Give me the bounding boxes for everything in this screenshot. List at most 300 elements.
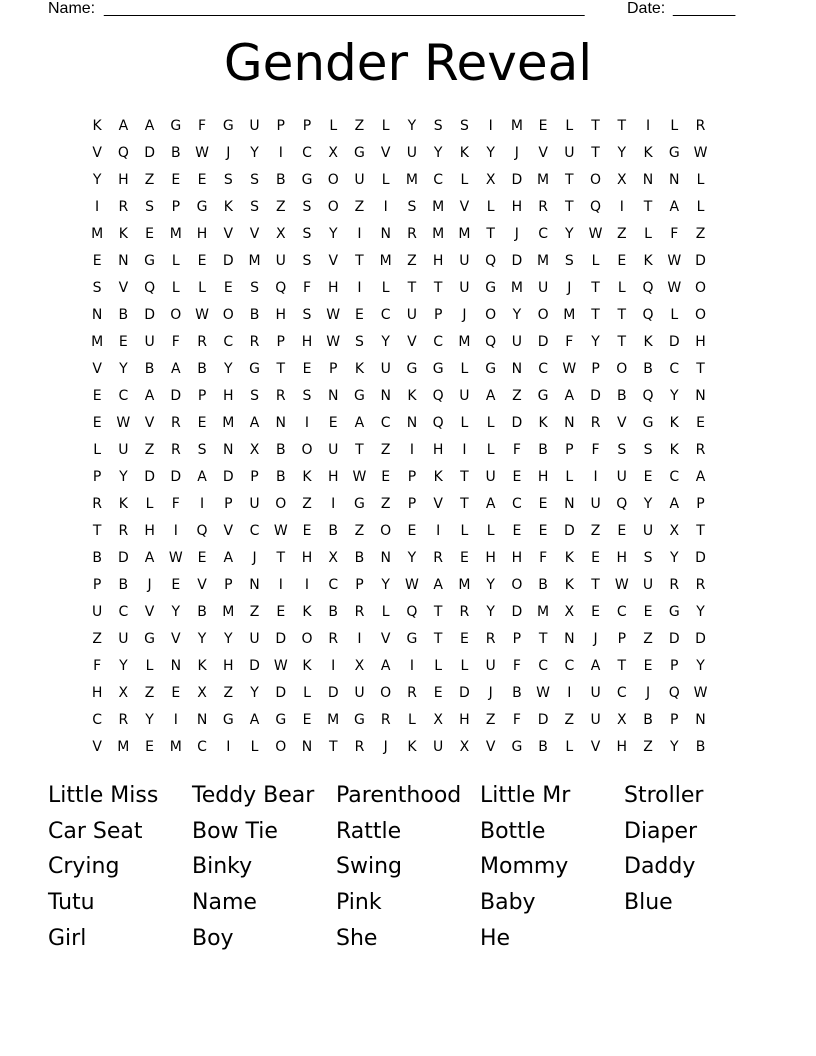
grid-letter[interactable]: G (668, 144, 680, 161)
grid-letter[interactable]: S (302, 387, 312, 404)
grid-letter[interactable]: X (459, 738, 470, 755)
grid-letter[interactable]: A (354, 414, 365, 431)
grid-letter[interactable]: X (617, 711, 627, 728)
grid-letter[interactable]: F (198, 117, 207, 134)
grid-letter[interactable]: U (249, 117, 260, 134)
grid-letter[interactable]: V (328, 252, 339, 269)
grid-letter[interactable]: E (407, 522, 417, 539)
grid-letter[interactable]: T (460, 468, 469, 485)
grid-letter[interactable]: S (145, 198, 155, 215)
grid-letter[interactable]: B (249, 306, 260, 323)
grid-letter[interactable]: S (643, 549, 653, 566)
grid-letter[interactable]: P (302, 117, 312, 134)
grid-letter[interactable]: C (511, 495, 522, 512)
grid-letter[interactable]: L (591, 252, 600, 269)
grid-letter[interactable]: Z (380, 441, 391, 458)
grid-letter[interactable]: I (436, 522, 441, 539)
grid-letter[interactable]: H (327, 468, 339, 485)
grid-letter[interactable]: J (226, 144, 231, 161)
grid-letter[interactable]: U (91, 603, 103, 620)
grid-letter[interactable]: B (328, 603, 339, 620)
grid-letter[interactable]: W (116, 414, 131, 431)
grid-letter[interactable]: E (145, 738, 155, 755)
grid-letter[interactable]: F (565, 333, 574, 350)
grid-letter[interactable]: H (511, 549, 523, 566)
grid-letter[interactable]: L (696, 198, 705, 215)
grid-letter[interactable]: D (668, 630, 680, 647)
grid-letter[interactable]: I (331, 657, 336, 674)
grid-letter[interactable]: G (432, 360, 444, 377)
grid-letter[interactable]: F (591, 441, 600, 458)
grid-letter[interactable]: O (380, 522, 392, 539)
grid-letter[interactable]: Y (328, 225, 338, 242)
grid-letter[interactable]: V (590, 738, 601, 755)
grid-letter[interactable]: D (249, 657, 260, 674)
grid-letter[interactable]: W (693, 684, 708, 701)
grid-letter[interactable]: A (485, 495, 496, 512)
grid-letter[interactable]: E (197, 414, 207, 431)
grid-letter[interactable]: U (249, 495, 260, 512)
grid-letter[interactable]: I (383, 198, 388, 215)
grid-letter[interactable]: Q (485, 333, 497, 350)
grid-letter[interactable]: G (144, 630, 156, 647)
grid-letter[interactable]: S (197, 441, 207, 458)
grid-letter[interactable]: L (303, 684, 311, 701)
grid-letter[interactable]: H (485, 549, 496, 566)
grid-letter[interactable]: K (459, 144, 469, 161)
grid-letter[interactable]: L (696, 171, 705, 188)
grid-letter[interactable]: B (512, 684, 522, 701)
grid-letter[interactable]: M (458, 576, 471, 593)
grid-letter[interactable]: Q (642, 279, 654, 296)
grid-letter[interactable]: Y (486, 603, 495, 620)
grid-letter[interactable]: Y (433, 144, 443, 161)
grid-letter[interactable]: E (617, 252, 627, 269)
grid-letter[interactable]: P (617, 630, 627, 647)
grid-letter[interactable]: U (537, 279, 549, 296)
grid-letter[interactable]: U (433, 738, 444, 755)
grid-letter[interactable]: F (512, 441, 521, 458)
grid-letter[interactable]: A (485, 387, 496, 404)
grid-letter[interactable]: E (302, 711, 312, 728)
grid-letter[interactable]: T (591, 306, 600, 323)
grid-letter[interactable]: R (407, 225, 417, 242)
grid-letter[interactable]: I (357, 225, 362, 242)
grid-letter[interactable]: G (485, 360, 497, 377)
grid-letter[interactable]: O (380, 684, 392, 701)
grid-letter[interactable]: Y (617, 144, 627, 161)
grid-letter[interactable]: M (563, 306, 576, 323)
grid-letter[interactable]: M (537, 252, 550, 269)
grid-letter[interactable]: H (196, 225, 208, 242)
grid-letter[interactable]: Q (117, 144, 129, 161)
grid-letter[interactable]: H (301, 549, 313, 566)
grid-letter[interactable]: T (433, 279, 443, 296)
grid-letter[interactable]: H (616, 738, 628, 755)
grid-letter[interactable]: C (564, 657, 575, 674)
grid-letter[interactable]: N (249, 576, 260, 593)
grid-letter[interactable]: O (275, 495, 287, 512)
grid-letter[interactable]: V (223, 225, 234, 242)
grid-letter[interactable]: Y (250, 144, 259, 161)
grid-letter[interactable]: L (460, 360, 469, 377)
grid-letter[interactable]: M (537, 603, 550, 620)
grid-letter[interactable]: C (433, 171, 444, 188)
grid-letter[interactable]: U (380, 360, 391, 377)
grid-letter[interactable]: X (118, 684, 129, 701)
grid-letter[interactable]: Y (381, 576, 390, 593)
grid-letter[interactable]: Y (381, 333, 390, 350)
grid-letter[interactable]: D (275, 684, 287, 701)
grid-letter[interactable]: U (249, 630, 260, 647)
grid-letter[interactable]: U (590, 684, 601, 701)
grid-letter[interactable]: Q (432, 414, 444, 431)
grid-letter[interactable]: L (171, 252, 180, 269)
grid-letter[interactable]: L (434, 657, 443, 674)
grid-letter[interactable]: A (669, 495, 680, 512)
grid-letter[interactable]: N (564, 495, 575, 512)
grid-letter[interactable]: N (669, 171, 680, 188)
grid-letter[interactable]: L (565, 468, 574, 485)
grid-letter[interactable]: V (380, 630, 391, 647)
grid-letter[interactable]: S (92, 279, 102, 296)
grid-letter[interactable]: L (460, 657, 469, 674)
grid-letter[interactable]: C (302, 144, 312, 161)
grid-letter[interactable]: C (538, 657, 548, 674)
grid-letter[interactable]: M (458, 333, 471, 350)
grid-letter[interactable]: O (694, 279, 707, 296)
grid-letter[interactable]: S (223, 171, 233, 188)
grid-letter[interactable]: R (590, 414, 601, 431)
grid-letter[interactable]: U (144, 333, 155, 350)
grid-letter[interactable]: N (223, 441, 234, 458)
grid-letter[interactable]: F (302, 279, 312, 296)
grid-letter[interactable]: I (357, 630, 362, 647)
grid-letter[interactable]: P (407, 495, 417, 512)
grid-letter[interactable]: Y (250, 684, 259, 701)
grid-letter[interactable]: M (510, 279, 523, 296)
grid-letter[interactable]: L (381, 279, 390, 296)
grid-letter[interactable]: V (407, 333, 417, 350)
grid-letter[interactable]: S (433, 117, 443, 134)
grid-letter[interactable]: U (118, 630, 129, 647)
grid-letter[interactable]: P (407, 468, 417, 485)
grid-letter[interactable]: E (459, 549, 469, 566)
grid-letter[interactable]: U (328, 441, 339, 458)
grid-letter[interactable]: P (92, 468, 102, 485)
grid-letter[interactable]: O (590, 171, 602, 188)
grid-letter[interactable]: X (328, 144, 339, 161)
grid-letter[interactable]: B (354, 549, 365, 566)
grid-letter[interactable]: M (91, 333, 104, 350)
grid-letter[interactable]: Z (643, 738, 653, 755)
grid-letter[interactable]: I (173, 711, 178, 728)
grid-letter[interactable]: Y (512, 306, 522, 323)
grid-letter[interactable]: U (459, 387, 470, 404)
grid-letter[interactable]: K (643, 333, 653, 350)
grid-letter[interactable]: D (563, 522, 575, 539)
grid-letter[interactable]: D (222, 468, 234, 485)
grid-letter[interactable]: V (144, 603, 155, 620)
grid-letter[interactable]: J (147, 576, 152, 593)
grid-letter[interactable]: Y (486, 576, 495, 593)
grid-letter[interactable]: S (355, 333, 364, 350)
grid-letter[interactable]: D (144, 306, 155, 323)
grid-letter[interactable]: G (511, 738, 523, 755)
grid-letter[interactable]: G (485, 279, 497, 296)
grid-letter[interactable]: C (118, 603, 129, 620)
grid-letter[interactable]: O (616, 360, 628, 377)
grid-letter[interactable]: H (459, 711, 470, 728)
grid-letter[interactable]: X (433, 711, 443, 728)
grid-letter[interactable]: H (432, 252, 444, 269)
grid-letter[interactable]: A (249, 414, 260, 431)
grid-letter[interactable]: P (591, 360, 600, 377)
grid-letter[interactable]: X (197, 684, 207, 701)
grid-letter[interactable]: G (301, 171, 313, 188)
grid-letter[interactable]: L (486, 414, 495, 431)
grid-letter[interactable]: U (354, 684, 365, 701)
grid-letter[interactable]: G (354, 144, 365, 161)
grid-letter[interactable]: B (92, 549, 102, 566)
grid-letter[interactable]: E (643, 603, 653, 620)
grid-letter[interactable]: P (171, 198, 181, 215)
grid-letter[interactable]: D (511, 171, 523, 188)
grid-letter[interactable]: J (488, 684, 493, 701)
grid-letter[interactable]: T (696, 522, 705, 539)
grid-letter[interactable]: M (537, 171, 550, 188)
grid-letter[interactable]: N (642, 171, 654, 188)
grid-letter[interactable]: A (380, 657, 391, 674)
grid-letter[interactable]: P (276, 333, 285, 350)
grid-letter[interactable]: V (171, 630, 181, 647)
grid-letter[interactable]: N (564, 414, 575, 431)
grid-letter[interactable]: N (695, 711, 706, 728)
grid-letter[interactable]: N (118, 252, 129, 269)
grid-letter[interactable]: D (511, 252, 523, 269)
grid-letter[interactable]: A (197, 468, 207, 485)
grid-letter[interactable]: E (591, 549, 600, 566)
grid-letter[interactable]: E (512, 468, 522, 485)
grid-letter[interactable]: B (118, 576, 129, 593)
grid-letter[interactable]: T (328, 738, 338, 755)
grid-letter[interactable]: L (644, 225, 652, 242)
grid-letter[interactable]: N (511, 360, 523, 377)
grid-letter[interactable]: W (168, 549, 183, 566)
grid-letter[interactable]: W (352, 468, 367, 485)
grid-letter[interactable]: D (170, 387, 182, 404)
grid-letter[interactable]: V (223, 522, 234, 539)
grid-letter[interactable]: L (565, 117, 574, 134)
grid-letter[interactable]: U (406, 306, 418, 323)
grid-letter[interactable]: I (645, 117, 651, 134)
grid-letter[interactable]: T (276, 360, 286, 377)
grid-letter[interactable]: I (462, 441, 467, 458)
grid-letter[interactable]: S (302, 198, 312, 215)
grid-letter[interactable]: N (564, 630, 575, 647)
grid-letter[interactable]: R (380, 711, 391, 728)
grid-letter[interactable]: C (328, 576, 339, 593)
grid-letter[interactable]: I (593, 468, 598, 485)
grid-letter[interactable]: E (643, 657, 653, 674)
grid-letter[interactable]: W (536, 684, 551, 701)
grid-letter[interactable]: Z (617, 225, 627, 242)
grid-letter[interactable]: H (223, 657, 234, 674)
grid-letter[interactable]: B (643, 360, 653, 377)
grid-letter[interactable]: T (538, 630, 548, 647)
grid-letter[interactable]: M (458, 225, 471, 242)
grid-letter[interactable]: B (275, 441, 286, 458)
grid-letter[interactable]: I (409, 441, 414, 458)
grid-letter[interactable]: D (511, 414, 523, 431)
grid-letter[interactable]: M (169, 225, 182, 242)
grid-letter[interactable]: A (590, 657, 601, 674)
grid-letter[interactable]: Z (512, 387, 522, 404)
grid-letter[interactable]: M (169, 738, 182, 755)
grid-letter[interactable]: C (380, 306, 391, 323)
grid-letter[interactable]: Z (249, 603, 260, 620)
grid-letter[interactable]: A (433, 576, 443, 593)
grid-letter[interactable]: O (537, 306, 549, 323)
grid-letter[interactable]: Y (92, 171, 102, 188)
grid-letter[interactable]: H (327, 279, 339, 296)
grid-letter[interactable]: Z (223, 684, 234, 701)
grid-letter[interactable]: R (197, 333, 207, 350)
grid-letter[interactable]: H (118, 171, 129, 188)
grid-letter[interactable]: Q (432, 387, 444, 404)
grid-letter[interactable]: R (118, 522, 129, 539)
grid-letter[interactable]: A (564, 387, 575, 404)
grid-letter[interactable]: R (695, 576, 706, 593)
grid-letter[interactable]: M (91, 225, 104, 242)
grid-letter[interactable]: U (275, 252, 286, 269)
grid-letter[interactable]: K (118, 225, 128, 242)
grid-letter[interactable]: O (485, 306, 497, 323)
grid-letter[interactable]: H (511, 198, 523, 215)
grid-letter[interactable]: Y (486, 144, 495, 161)
grid-letter[interactable]: P (670, 657, 679, 674)
grid-letter[interactable]: P (433, 306, 443, 323)
grid-letter[interactable]: M (222, 414, 235, 431)
grid-letter[interactable]: V (92, 360, 102, 377)
grid-letter[interactable]: K (197, 657, 207, 674)
grid-letter[interactable]: P (224, 495, 233, 512)
grid-letter[interactable]: G (354, 387, 365, 404)
grid-letter[interactable]: K (669, 441, 679, 458)
grid-letter[interactable]: N (170, 657, 182, 674)
grid-letter[interactable]: V (118, 279, 129, 296)
grid-letter[interactable]: L (670, 117, 679, 134)
grid-letter[interactable]: R (170, 441, 181, 458)
grid-letter[interactable]: H (432, 441, 444, 458)
grid-letter[interactable]: T (591, 576, 600, 593)
grid-letter[interactable]: U (459, 252, 470, 269)
grid-letter[interactable]: C (118, 387, 129, 404)
grid-letter[interactable]: Z (643, 630, 653, 647)
grid-letter[interactable]: L (565, 738, 574, 755)
grid-letter[interactable]: J (593, 630, 598, 647)
grid-letter[interactable]: Z (144, 171, 155, 188)
grid-letter[interactable]: D (511, 603, 523, 620)
grid-letter[interactable]: Q (642, 387, 654, 404)
grid-letter[interactable]: E (197, 549, 207, 566)
grid-letter[interactable]: U (511, 333, 522, 350)
grid-letter[interactable]: C (433, 333, 444, 350)
grid-letter[interactable]: E (591, 603, 600, 620)
grid-letter[interactable]: O (511, 576, 523, 593)
grid-letter[interactable]: K (433, 468, 443, 485)
grid-letter[interactable]: U (616, 468, 627, 485)
grid-letter[interactable]: D (668, 333, 680, 350)
grid-letter[interactable]: M (510, 117, 523, 134)
grid-letter[interactable]: U (485, 468, 496, 485)
grid-letter[interactable]: L (171, 279, 180, 296)
grid-letter[interactable]: H (537, 468, 549, 485)
grid-letter[interactable]: Z (354, 522, 365, 539)
grid-letter[interactable]: O (301, 630, 313, 647)
grid-letter[interactable]: E (459, 630, 469, 647)
grid-letter[interactable]: V (617, 414, 627, 431)
grid-letter[interactable]: T (486, 225, 495, 242)
grid-letter[interactable]: C (616, 603, 627, 620)
grid-letter[interactable]: V (538, 144, 548, 161)
grid-letter[interactable]: S (564, 252, 574, 269)
grid-letter[interactable]: A (171, 360, 181, 377)
grid-letter[interactable]: G (537, 387, 549, 404)
grid-letter[interactable]: G (144, 252, 156, 269)
grid-letter[interactable]: S (250, 171, 259, 188)
grid-letter[interactable]: G (222, 117, 234, 134)
grid-letter[interactable]: N (695, 387, 706, 404)
grid-letter[interactable]: T (643, 198, 653, 215)
grid-letter[interactable]: H (91, 684, 103, 701)
grid-letter[interactable]: O (694, 306, 707, 323)
grid-letter[interactable]: Z (144, 441, 155, 458)
grid-letter[interactable]: Z (695, 225, 706, 242)
grid-letter[interactable]: R (328, 630, 339, 647)
grid-letter[interactable]: N (380, 225, 391, 242)
grid-letter[interactable]: L (460, 522, 469, 539)
grid-letter[interactable]: B (538, 738, 548, 755)
grid-letter[interactable]: Y (696, 603, 705, 620)
grid-letter[interactable]: D (695, 252, 706, 269)
grid-letter[interactable]: T (460, 495, 469, 512)
grid-letter[interactable]: M (117, 738, 130, 755)
grid-letter[interactable]: T (617, 117, 627, 134)
grid-letter[interactable]: V (197, 576, 207, 593)
grid-letter[interactable]: G (406, 630, 418, 647)
grid-letter[interactable]: O (170, 306, 182, 323)
grid-letter[interactable]: E (696, 414, 705, 431)
grid-letter[interactable]: I (409, 657, 414, 674)
grid-letter[interactable]: G (668, 603, 680, 620)
grid-letter[interactable]: B (275, 468, 286, 485)
grid-letter[interactable]: D (695, 549, 706, 566)
grid-letter[interactable]: V (92, 738, 102, 755)
grid-letter[interactable]: I (226, 738, 231, 755)
grid-letter[interactable]: E (223, 279, 233, 296)
grid-letter[interactable]: A (144, 549, 155, 566)
grid-letter[interactable]: L (460, 414, 469, 431)
grid-letter[interactable]: G (642, 414, 654, 431)
grid-letter[interactable]: C (538, 225, 548, 242)
grid-letter[interactable]: P (224, 576, 233, 593)
grid-letter[interactable]: L (486, 198, 495, 215)
grid-letter[interactable]: K (118, 495, 128, 512)
grid-letter[interactable]: Q (144, 279, 156, 296)
grid-letter[interactable]: V (92, 144, 102, 161)
grid-letter[interactable]: U (118, 441, 129, 458)
